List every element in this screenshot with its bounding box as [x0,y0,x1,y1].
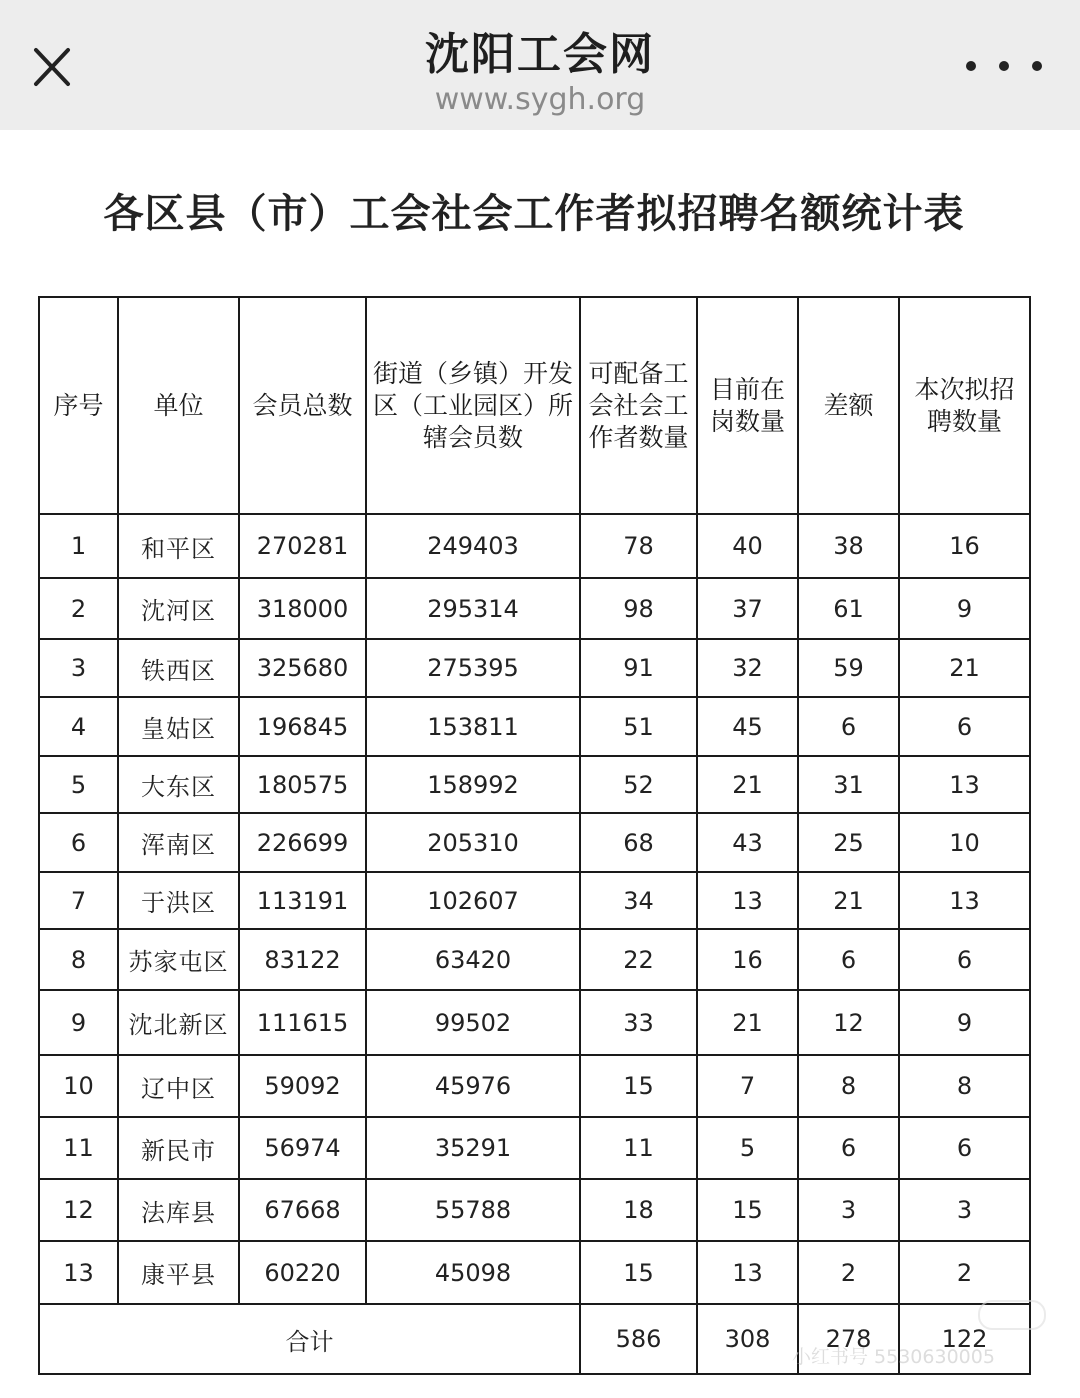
table-cell: 15 [580,1241,697,1304]
table-cell: 68 [580,813,697,872]
table-cell: 91 [580,639,697,697]
table-row [39,1241,1030,1304]
table-cell: 6 [899,929,1030,990]
table-cell: 111615 [239,990,366,1055]
table-cell: 63420 [366,929,580,990]
table-row [39,990,1030,1055]
table-cell: 13 [899,872,1030,929]
table-row [39,514,1030,578]
total-label: 合计 [39,1304,580,1374]
table-cell: 51 [580,697,697,756]
table-cell: 38 [798,514,899,578]
table-cell: 21 [798,872,899,929]
table-cell: 180575 [239,756,366,813]
table-cell: 205310 [366,813,580,872]
table-cell: 67668 [239,1179,366,1241]
table-cell: 6 [39,813,118,872]
table-cell: 8 [899,1055,1030,1117]
table-cell: 13 [899,756,1030,813]
table-cell: 16 [899,514,1030,578]
table-cell: 大东区 [118,756,239,813]
column-header: 目前在岗数量 [697,297,798,514]
table-row [39,756,1030,813]
document-title: 各区县（市）工会社会工作者拟招聘名额统计表 [103,191,965,237]
table-cell: 12 [39,1179,118,1241]
table-cell: 2 [798,1241,899,1304]
table-cell: 10 [899,813,1030,872]
table-cell: 325680 [239,639,366,697]
table-cell: 9 [899,990,1030,1055]
table-cell: 6 [798,929,899,990]
table-row [39,578,1030,639]
table-cell: 和平区 [118,514,239,578]
table-cell: 沈河区 [118,578,239,639]
table-cell: 21 [697,756,798,813]
table-cell: 3 [899,1179,1030,1241]
table-cell: 9 [899,578,1030,639]
table-cell: 45098 [366,1241,580,1304]
watermark-logo [978,1300,1046,1330]
table-cell: 22 [580,929,697,990]
table-cell: 113191 [239,872,366,929]
table-cell: 新民市 [118,1117,239,1179]
site-url: www.sygh.org [434,82,646,117]
table-cell: 3 [798,1179,899,1241]
table-cell: 83122 [239,929,366,990]
table-row [39,1055,1030,1117]
table-row [39,1117,1030,1179]
table-cell: 皇姑区 [118,697,239,756]
table-cell: 5 [697,1117,798,1179]
table-cell: 11 [580,1117,697,1179]
table-cell: 60220 [239,1241,366,1304]
table-cell: 52 [580,756,697,813]
table-cell: 55788 [366,1179,580,1241]
table-cell: 37 [697,578,798,639]
total-cell: 586 [580,1304,697,1374]
statistics-table [38,296,1031,1375]
total-cell: 278 [798,1304,899,1374]
table-cell: 32 [697,639,798,697]
table-cell: 于洪区 [118,872,239,929]
table-cell: 33 [580,990,697,1055]
table-cell: 45976 [366,1055,580,1117]
column-header: 序号 [39,297,118,514]
column-header: 单位 [118,297,239,514]
table-cell: 6 [899,697,1030,756]
table-cell: 43 [697,813,798,872]
table-cell: 270281 [239,514,366,578]
table-row [39,1179,1030,1241]
table-cell: 275395 [366,639,580,697]
table-cell: 辽中区 [118,1055,239,1117]
column-header: 街道（乡镇）开发区（工业园区）所辖会员数 [366,297,580,514]
column-header: 会员总数 [239,297,366,514]
table-cell: 196845 [239,697,366,756]
table-cell: 295314 [366,578,580,639]
table-cell: 法库县 [118,1179,239,1241]
table-row [39,872,1030,929]
table-cell: 99502 [366,990,580,1055]
table-cell: 21 [899,639,1030,697]
more-dot-icon [1032,61,1042,71]
column-header: 差额 [798,297,899,514]
table-cell: 9 [39,990,118,1055]
total-cell: 122 [899,1304,1030,1374]
column-header: 可配备工会社会工作者数量 [580,297,697,514]
table-cell: 61 [798,578,899,639]
table-cell: 13 [697,872,798,929]
table-cell: 4 [39,697,118,756]
table-row [39,697,1030,756]
more-options-icon[interactable] [966,48,1042,84]
table-row [39,639,1030,697]
watermark-text: 小红书号 5530630005 [792,1346,995,1368]
table-cell: 158992 [366,756,580,813]
table-cell: 3 [39,639,118,697]
table-cell: 6 [798,1117,899,1179]
table-cell: 15 [697,1179,798,1241]
table-cell: 18 [580,1179,697,1241]
table-cell: 59092 [239,1055,366,1117]
table-cell: 31 [798,756,899,813]
table-cell: 16 [697,929,798,990]
table-cell: 8 [798,1055,899,1117]
browser-top-bar [0,0,1080,130]
table-cell: 25 [798,813,899,872]
table-cell: 56974 [239,1117,366,1179]
table-cell: 40 [697,514,798,578]
table-header-row [39,297,1030,514]
table-cell: 5 [39,756,118,813]
table-cell: 78 [580,514,697,578]
table-cell: 铁西区 [118,639,239,697]
site-title: 沈阳工会网 [425,29,655,80]
table-cell: 6 [899,1117,1030,1179]
table-cell: 12 [798,990,899,1055]
table-cell: 康平县 [118,1241,239,1304]
table-row [39,929,1030,990]
table-cell: 153811 [366,697,580,756]
table-cell: 苏家屯区 [118,929,239,990]
more-dot-icon [999,61,1009,71]
table-cell: 11 [39,1117,118,1179]
table-cell: 7 [697,1055,798,1117]
more-dot-icon [966,61,976,71]
table-cell: 45 [697,697,798,756]
table-cell: 34 [580,872,697,929]
table-cell: 13 [697,1241,798,1304]
column-header: 本次拟招聘数量 [899,297,1030,514]
table-cell: 249403 [366,514,580,578]
total-cell: 308 [697,1304,798,1374]
table-cell: 102607 [366,872,580,929]
table-cell: 15 [580,1055,697,1117]
table-cell: 226699 [239,813,366,872]
table-cell: 21 [697,990,798,1055]
table-cell: 10 [39,1055,118,1117]
table-cell: 沈北新区 [118,990,239,1055]
table-cell: 2 [39,578,118,639]
table-cell: 6 [798,697,899,756]
table-cell: 13 [39,1241,118,1304]
table-row [39,813,1030,872]
table-cell: 59 [798,639,899,697]
table-cell: 35291 [366,1117,580,1179]
table-cell: 7 [39,872,118,929]
table-cell: 98 [580,578,697,639]
table-cell: 2 [899,1241,1030,1304]
table-cell: 浑南区 [118,813,239,872]
table-cell: 1 [39,514,118,578]
table-cell: 8 [39,929,118,990]
table-cell: 318000 [239,578,366,639]
